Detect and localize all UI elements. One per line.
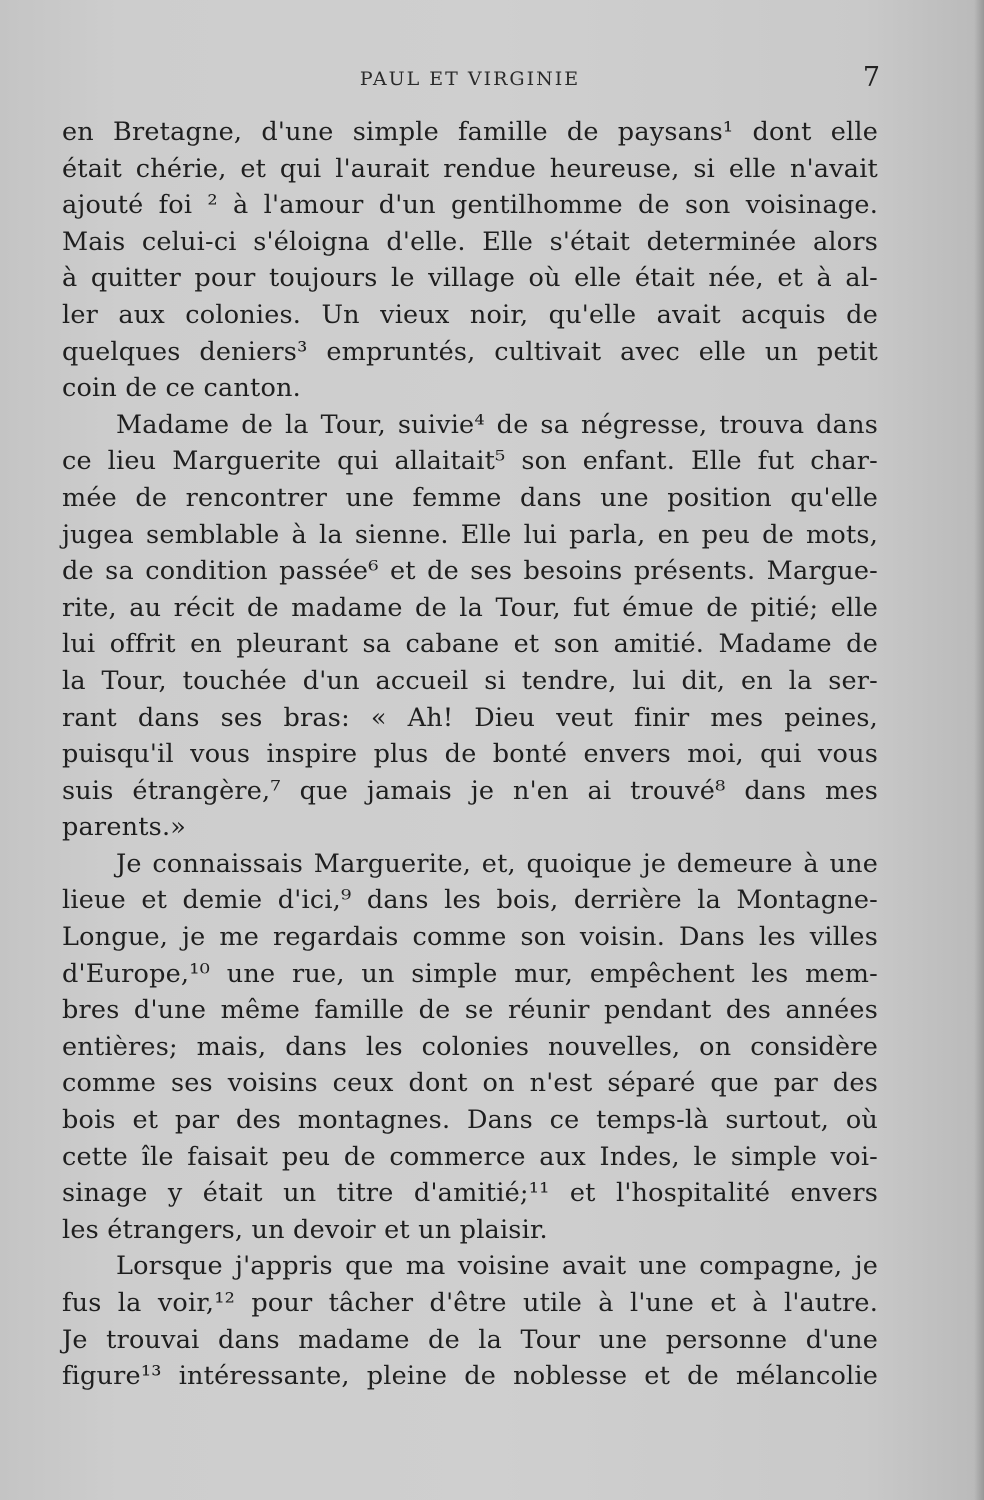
text-line: quelques deniers³ empruntés, cultivait avec elle un petit bbox=[62, 336, 878, 367]
text-line: ce lieu Marguerite qui allaitait⁵ son enfant. Elle fut char- bbox=[62, 446, 878, 477]
text-line: Lorsque j'appris que ma voisine avait une compagne, je bbox=[116, 1251, 878, 1282]
text-line: Je trouvai dans madame de la Tour une personne d'une bbox=[62, 1324, 878, 1355]
text-line: lieue et demie d'ici,⁹ dans les bois, derrière la Montagne- bbox=[62, 885, 878, 916]
text-line: fus la voir,¹² pour tâcher d'être utile à l'une et à l'autre. bbox=[62, 1288, 878, 1318]
text-line: la Tour, touchée d'un accueil si tendre, lui dit, en la ser- bbox=[62, 665, 878, 696]
text-line: à quitter pour toujours le village où elle était née, et à al- bbox=[62, 263, 878, 294]
text-line: coin de ce canton. bbox=[62, 373, 301, 404]
text-line: figure¹³ intéressante, pleine de noblesse et de mélancolie bbox=[62, 1361, 878, 1392]
text-line: entières; mais, dans les colonies nouvelles, on considère bbox=[62, 1031, 878, 1062]
text-line: comme ses voisins ceux dont on n'est séparé que par des bbox=[62, 1068, 878, 1099]
text-line: ajouté foi ² à l'amour d'un gentilhomme de son voisinage. bbox=[62, 190, 878, 221]
page-number: 7 bbox=[862, 62, 880, 93]
text-line: cette île faisait peu de commerce aux Indes, le simple voi- bbox=[62, 1141, 878, 1172]
text-line: sinage y était un titre d'amitié;¹¹ et l'hospitalité envers bbox=[62, 1178, 878, 1209]
text-line: Madame de la Tour, suivie⁴ de sa négresse, trouva dans bbox=[116, 409, 878, 440]
text-line: Je connaissais Marguerite, et, quoique je demeure à une bbox=[116, 848, 878, 879]
text-line: d'Europe,¹⁰ une rue, un simple mur, empêchent les mem- bbox=[62, 958, 878, 989]
text-line: était chérie, et qui l'aurait rendue heureuse, si elle n'avait bbox=[62, 153, 878, 184]
text-line: de sa condition passée⁶ et de ses besoins présents. Margue- bbox=[62, 556, 878, 587]
text-line: suis étrangère,⁷ que jamais je n'en ai trouvé⁸ dans mes bbox=[62, 775, 878, 806]
running-title: PAUL ET VIRGINIE bbox=[359, 68, 581, 90]
text-line: jugea semblable à la sienne. Elle lui parla, en peu de mots, bbox=[62, 519, 878, 550]
text-line: mée de rencontrer une femme dans une position qu'elle bbox=[62, 482, 878, 513]
text-line: lui offrit en pleurant sa cabane et son amitié. Madame de bbox=[62, 629, 878, 660]
running-head bbox=[62, 62, 880, 96]
text-line: puisqu'il vous inspire plus de bonté envers moi, qui vous bbox=[62, 739, 878, 770]
text-line: les étrangers, un devoir et un plaisir. bbox=[62, 1214, 548, 1245]
page-edge-shadow bbox=[974, 0, 984, 1500]
text-line: en Bretagne, d'une simple famille de paysans¹ dont elle bbox=[62, 117, 878, 147]
text-line: parents.» bbox=[62, 812, 187, 843]
text-line: Longue, je me regardais comme son voisin. Dans les villes bbox=[62, 922, 878, 953]
text-line: bois et par des montagnes. Dans ce temps-là surtout, où bbox=[62, 1105, 878, 1136]
text-line: rant dans ses bras: « Ah! Dieu veut finir mes peines, bbox=[62, 702, 878, 733]
text-line: bres d'une même famille de se réunir pendant des années bbox=[62, 995, 878, 1026]
text-line: Mais celui-ci s'éloigna d'elle. Elle s'était determinée alors bbox=[62, 226, 878, 257]
text-line: ler aux colonies. Un vieux noir, qu'elle avait acquis de bbox=[62, 299, 878, 330]
text-line: rite, au récit de madame de la Tour, fut émue de pitié; elle bbox=[62, 592, 878, 623]
body-text bbox=[62, 114, 878, 1395]
